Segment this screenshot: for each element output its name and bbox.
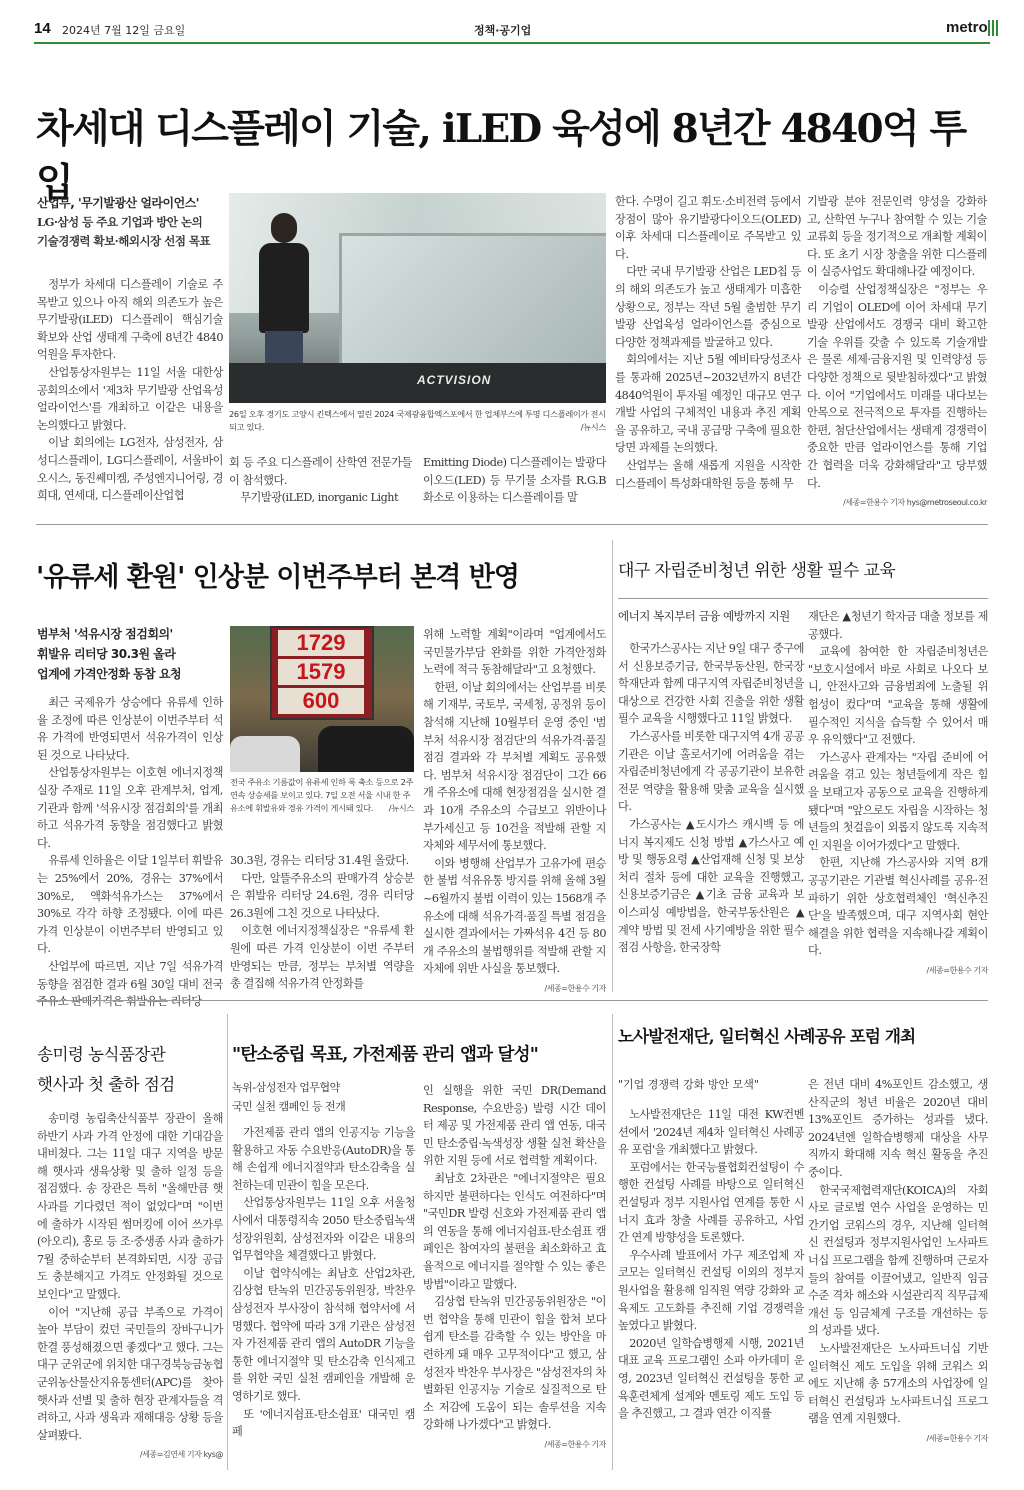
photo-caption: 전국 주유소 기름값이 유류세 인하 폭 축소 등으로 2주 연속 상승세를 보이고 있다. 7일 오전 서울 시내 한 주유소에 휘발유와 경유 가격이 게시돼 있다. /뉴시스 — [230, 777, 414, 813]
article2-col3 — [423, 626, 606, 997]
paragraph: 최남호 2차관은 "에너지절약은 필요하지만 불편하다는 인식도 여전하다"며 "국민DR 발령 신호와 가전제품 관리 앱의 연동을 통해 에너지쉼표-탄소쉼표 캠페인은 참여자의 불편을 최소화하고 효율적으로 에너지를 절약할 수 있는 좋은 방법"이라고 말했다. — [423, 1171, 606, 1291]
paragraph: 교육에 참여한 한 자립준비청년은 "보호시설에서 바로 사회로 나오다 보니, 안전사고와 금융범죄에 노출될 위험성이 컸다"며 "교육을 통해 생활에 필수적인 지식을 습득할 수 있어서 매우 유익했다"고 전했다. — [808, 645, 988, 747]
article1-col4 — [615, 193, 801, 492]
paragraph: 한다. 수명이 길고 휘도·소비전력 등에서 장점이 많아 유기발광다이오드(OLED) 이후 차세대 디스플레이로 주목받고 있다. — [615, 195, 801, 261]
carbon-neutral-headline: "탄소중립 목표, 가전제품 관리 앱과 달성" — [232, 1045, 539, 1065]
byline: /세종=한용수 기자 — [926, 1433, 988, 1443]
photo-credit: /뉴시스 — [580, 422, 606, 432]
paragraph: 산업부에 따르면, 지난 7일 석유가격 동향을 점검한 결과 6월 30일 대비 전국 주유소 판매가격은 휘발유는 리터당 — [37, 959, 223, 1009]
headline-line-2: 햇사과 첫 출하 점검 — [37, 1075, 175, 1094]
paragraph: 한국국제협력재단(KOICA)의 자회사로 글로벌 연수 사업을 운영하는 민간기업 코워스의 경우, 지난해 일터혁신 컨설팅과 정부지원사업인 노사파트너십 프로그램을 함께 진행하며 근로자들의 참여를 이끌어냈고, 일반직 임금 수준 격차 해소와 시설관리직 직무급제 개선 등 임금체계 구조를 개선하는 등의 성과를 냈다. — [808, 1183, 988, 1338]
labor-forum-headline: 노사발전재단, 일터혁신 사례공유 포럼 개최 — [618, 1027, 916, 1046]
article1-col1 — [37, 276, 223, 505]
subhead-3: 업계에 가격안정화 동참 요청 — [37, 667, 182, 681]
paragraph: 기발광 분야 전문인력 양성을 강화하고, 산학연 누구나 참여할 수 있는 기술교류회 등을 정기적으로 개최할 계획이다. 또 초기 시장 창출을 위한 디스플레이 실증사업도 확대해나갈 예정이다. — [807, 195, 987, 279]
paragraph: 다만, 알뜰주유소의 판매가격 상승분은 휘발유 리터당 24.6원, 경유 리터당 26.3원에 그친 것으로 나타났다. — [230, 871, 414, 920]
paragraph: 가스공사를 비롯한 대구지역 4개 공공기관은 이날 홀로서기에 어려움을 겪는 자립준비청년에게 각 공공기관이 보유한 전문 역량을 활용해 맞춤 교육을 실시했다. — [618, 729, 804, 814]
subhead-1: 범부처 '석유시장 점검회의' — [37, 627, 173, 641]
header-accent-rule — [34, 42, 990, 44]
headline-underline — [618, 598, 988, 599]
paragraph: 포럼에서는 한국능률협회컨설팅이 수행한 컨설팅 사례를 바탕으로 일터혁신 컨설팅과 정부 지원사업 연계를 통한 시너지 효과 창출 사례를 공유하고, 사업 간 연계 방향성을 토론했다. — [618, 1160, 804, 1245]
main-headline: 차세대 디스플레이 기술, iLED 육성에 8년간 4840억 투입 — [36, 106, 966, 206]
column-rule — [612, 1014, 613, 1470]
paragraph: 송미령 농림축산식품부 장관이 올해 하반기 사과 가격 안정에 대한 기대감을 내비쳤다. 그는 11일 대구 지역을 방문해 햇사과 생육상황 및 출하 일정 등을 점검했다. 송 장관은 특히 "올해만큼 햇사과를 기다렸던 적이 없었다"며 "이번에 출하가 시작된 썸머킹에 이어 쓰가루(아오리), 홍로 등 조·중생종 사과 출하가 7월 중하순부터 본격화되면, 시장 공급도 충분해지고 가격도 안정화될 것으로 보인다"고 말했다. — [37, 1112, 223, 1301]
display-photo — [229, 193, 606, 403]
byline: /세종=김연세 기자 kys@ — [139, 1450, 223, 1460]
photo-display-frame — [339, 233, 606, 369]
paragraph: 회 등 주요 디스플레이 산학연 전문가들이 참석했다. — [229, 456, 412, 487]
article4-body — [37, 1110, 223, 1464]
paragraph: 가전제품 관리 앱의 인공지능 기능을 활용하고 자동 수요반응(AutoDR)을 통해 손쉽게 에너지절약과 탄소감축을 실천하는데 민관이 힘을 모은다. — [232, 1126, 415, 1192]
article3-subhead: 에너지 복지부터 금융 예방까지 지원 — [618, 609, 790, 623]
paragraph: Emitting Diode) 디스플레이는 발광다이오드(LED) 등 무기물 소자를 R.G.B 화소로 이용하는 디스플레이를 말 — [423, 456, 606, 505]
paragraph: 산업통상자원부는 이호현 에너지정책실장 주재로 11일 오후 관계부처, 업계, 기관과 함께 '석유시장 점검회의'를 개최하고 석유가격 동향을 점검했다고 밝혔다. — [37, 766, 223, 850]
article6-col2 — [808, 1076, 988, 1447]
paragraph: 가스공사는 ▲도시가스 캐시백 등 에너지 복지제도 신청 방법 ▲가스사고 예방 및 행동요령 ▲산업재해 신청 및 보상 처리 절차 등에 대한 교육을 진행했고, 신용보증기금은 ▲기초 금융 교육과 보이스피싱 예방법을, 한국부동산원은 ▲계약 방법 및 전세 사기예방을 위한 필수점검 사항을, 한국장학 — [618, 817, 804, 955]
price-other: 600 — [278, 688, 364, 714]
gas-station-photo — [230, 626, 414, 772]
photo-brand-text: ACTVISION — [417, 373, 492, 387]
page-header — [34, 14, 990, 54]
column-rule — [227, 1014, 228, 1470]
article2-subheads — [37, 624, 223, 684]
paragraph: 김상협 탄녹위 민간공동위원장은 "이번 협약을 통해 민관이 힘을 합쳐 보다 쉽게 탄소를 감축할 수 있는 방안을 마련하게 돼 매우 고무적이다"고 했고, 삼성전자 박찬우 부사장은 "삼성전자의 차별화된 인공지능 기술로 실질적으로 탄소 저감에 도움이 되는 솔루션을 지속 강화해 나가겠다"고 밝혔다. — [423, 1295, 606, 1432]
subhead-1: 녹위-삼성전자 업무협약 — [232, 1081, 340, 1094]
parked-car — [318, 726, 414, 772]
paragraph: 이어 "지난해 공급 부족으로 가격이 높아 부담이 컸던 국민들의 장바구니가 한결 풍성해졌으면 좋겠다"고 했다. 그는 대구 군위군에 위치한 대구경북능금농협 군위농산물산지유통센터(APC)를 찾아 햇사과 선별 및 출하 현장 관계자들을 격려하고, 사과 생육과 재해대응 상황 등을 살펴봤다. — [37, 1305, 223, 1442]
section-divider — [36, 524, 988, 525]
paragraph: 노사발전재단은 11일 대전 KW컨벤션에서 '2024년 제4차 일터혁신 사례공유 포럼'을 개최했다고 밝혔다. — [618, 1108, 804, 1157]
column-rule — [612, 540, 613, 992]
byline: /세종=한용수 기자 — [926, 965, 988, 975]
paragraph: 이날 협약식에는 최남호 산업2차관, 김상협 탄녹위 민간공동위원장, 박찬우 삼성전자 부사장이 참석해 협약서에 서명했다. 협약에 따라 3개 기관은 삼성전자 가전제품 관리 앱의 AutoDR 기능을 통한 에너지절약 및 탄소감축 인식제고를 위한 국민 실천 캠페인을 개발해 운영하기로 했다. — [232, 1266, 415, 1403]
article2-col1 — [37, 694, 223, 1011]
price-gasoline: 1729 — [278, 630, 364, 656]
paragraph: 한국가스공사는 지난 9일 대구 중구에서 신용보증기금, 한국부동산원, 한국장학재단과 함께 대구지역 자립준비청년을 대상으로 건강한 사회 진출을 위한 생활 필수 교육을 시행했다고 11일 밝혔다. — [618, 642, 804, 726]
subhead-2: 국민 실천 캠페인 등 전개 — [232, 1100, 346, 1113]
paragraph: 우수사례 발표에서 가구 제조업체 자코모는 일터혁신 컨설팅 이외의 정부지원사업을 활용해 임직원 역량 강화와 교육제도 고도화를 추진해 기업 경쟁력을 높였다고 밝혔다. — [618, 1248, 804, 1333]
paragraph: 이호현 에너지정책실장은 "유류세 환원에 따른 가격 인상분이 이번 주부터 반영되는 만큼, 정부는 부처별 역량을 총 결집해 석유가격 안정화를 — [230, 924, 414, 991]
article1-col2 — [229, 454, 412, 507]
paragraph: 산업통상자원부는 11일 오후 서울청사에서 대통령직속 2050 탄소중립녹색성장위원회, 삼성전자와 이같은 내용의 업무협약을 체결했다고 밝혔다. — [232, 1196, 415, 1263]
paragraph: 인 실행을 위한 국민 DR(Demand Response, 수요반응) 발령 시간 데이터 제공 및 가전제품 관리 앱 연동, 대국민 탄소중립·녹색성장 생활 실천 확산을 위한 지원 등에 서로 협력할 계획이다. — [423, 1084, 606, 1168]
header-accent-dots — [988, 20, 998, 36]
paragraph: 가스공사 관계자는 "자립 준비에 어려움을 겪고 있는 청년들에게 작은 힘을 보태고자 공동으로 교육을 진행하게 됐다"며 "앞으로도 자립을 시작하는 청년들의 첫걸음이 외롭지 않도록 지속적인 지원을 이어가겠다"고 말했다. — [808, 750, 988, 852]
paragraph: 또 '에너지쉼표-탄소쉼표' 대국민 캠페 — [232, 1407, 415, 1439]
daegu-youth-headline: 대구 자립준비청년 위한 생활 필수 교육 — [618, 561, 896, 581]
price-diesel: 1579 — [278, 659, 364, 685]
paragraph: 최근 국제유가 상승에다 유류세 인하율 조정에 따른 인상분이 이번주부터 석유 가격에 반영되면서 석유가격이 인상된 것으로 나타났다. — [37, 696, 223, 762]
photo-credit: /뉴시스 — [388, 803, 414, 813]
paragraph: 재단은 ▲청년기 학자금 대출 정보를 제공했다. — [808, 610, 988, 641]
paragraph: 무기발광(iLED, inorganic Light — [240, 491, 399, 505]
fuel-tax-headline: '유류세 환원' 인상분 이번주부터 본격 반영 — [36, 562, 519, 593]
article5-col1 — [232, 1124, 415, 1441]
article1-col3 — [423, 454, 606, 507]
photo-caption: 26일 오후 경기도 고양시 킨텍스에서 열린 2024 국제광융합엑스포에서 한 업체부스에 투명 디스플레이가 전시되고 있다. /뉴시스 — [229, 409, 606, 432]
trash-bags — [230, 736, 300, 772]
paragraph: 산업부는 올해 새롭게 지원을 시작한 디스플레이 특성화대학원 등을 통해 무 — [615, 458, 801, 490]
byline: /세종=한용수 기자 hys@metroseoul.co.kr — [843, 498, 987, 508]
page-number: 14 — [34, 20, 51, 37]
subhead-2: 휘발유 리터당 30.3원 올라 — [37, 647, 176, 661]
paragraph: 이날 회의에는 LG전자, 삼성전자, 삼성디스플레이, LG디스플레이, 서울바이오시스, 동진쎄미켐, 주성엔지니어링, 경희대, 연세대, 디스플레이산업협 — [37, 436, 223, 503]
article5-col2 — [423, 1082, 606, 1453]
article2-col2 — [230, 852, 414, 993]
byline: /세종=한용수 기자 — [544, 983, 606, 993]
paragraph: 유류세 인하율은 이달 1일부터 휘발유는 25%에서 20%, 경유는 37%에서 30%로, 액화석유가스는 37%에서 30%로 각각 하향 조정됐다. 이에 따른 가격 인상분이 이번주부터 반영되고 있다. — [37, 854, 223, 956]
article1-col5 — [807, 193, 987, 512]
paragraph: 한편, 이날 회의에서는 산업부를 비롯해 기재부, 국토부, 국세청, 공정위 등이 참석해 지난해 10월부터 운영 중인 '범부처 석유시장 점검단'의 석유가격·품질 점검 결과와 각 부처별 계획도 공유했다. 범부처 석유시장 점검단이 그간 66개 주유소에 대해 현장점검을 실시한 결과 10개 주유소의 수급보고 위반이나 부가세신고 등 10건을 적발해 관할 지자체와 세무서에 통보했다. — [423, 680, 606, 853]
article1-subheads — [37, 193, 223, 251]
paragraph: 산업통상자원부는 11일 서울 대한상공회의소에서 '제3차 무기발광 산업육성 얼라이언스'를 개최하고 이같은 내용을 논의했다고 밝혔다. — [37, 365, 223, 432]
paragraph: 30.3원, 경유는 리터당 31.4원 올랐다. — [230, 854, 409, 867]
article3-col2 — [808, 608, 988, 979]
headline-line-1: 송미령 농식품장관 — [37, 1045, 166, 1064]
article6-subhead: "기업 경쟁력 강화 방안 모색" — [618, 1078, 759, 1091]
paragraph: 정부가 차세대 디스플레이 기술로 주목받고 있으나 아직 해외 의존도가 높은 무기발광(iLED) 디스플레이 핵심기술 확보와 산업 생태계 구축에 8년간 4840억원을 투자한다. — [37, 278, 223, 362]
issue-date: 2024년 7월 12일 금요일 — [62, 24, 186, 37]
paragraph: 위해 노력할 계획"이라며 "업계에서도 국민물가부담 완화를 위한 가격안정화 노력에 적극 동참해달라"고 요청했다. — [423, 628, 606, 677]
byline: /세종=한용수 기자 — [544, 1439, 606, 1449]
subhead-1: 산업부, '무기발광산 얼라이언스' — [37, 196, 199, 210]
apple-minister-headline — [37, 1040, 223, 1100]
section-divider — [36, 1000, 988, 1001]
price-sign — [270, 626, 374, 720]
section-label: 정책·공기업 — [474, 24, 532, 37]
article6-col1 — [618, 1106, 804, 1423]
paragraph: 이승렬 산업정책실장은 "정부는 우리 기업이 OLED에 이어 차세대 무기발광 산업에서도 경쟁국 대비 확고한 기술 우위를 갖출 수 있도록 기술개발은 물론 세제·금융지원 및 인력양성 등 다양한 정책으로 뒷받침하겠다"고 밝혔다. 이어 "기업에서도 미래를 내다보는 안목으로 전극적으로 투자를 진행하는 한편, 첨단산업에서는 생태계 경쟁력이 중요한 만큼 얼라이언스를 통해 기업 간 협력을 더욱 강화해달라"고 당부했다. — [807, 282, 987, 490]
article5-subheads — [232, 1078, 415, 1116]
paragraph: 이와 병행해 산업부가 고유가에 편승한 불법 석유유통 방지를 위해 올해 3월~6월까지 불법 이력이 있는 1568개 주유소에 대해 석유가격·품질 특별 점검을 실시한 결과에서는 가짜석유 4건 등 80개 주유소의 불법행위를 적발해 관할 지자체에 위반 사실을 통보했다. — [423, 856, 606, 976]
paragraph: 회의에서는 지난 5월 예비타당성조사를 통과해 2025년~2032년까지 8년간 4840억원이 투자될 예정인 대규모 연구개발 사업의 구체적인 내용과 추진 계획을 공유하고, 국내 공급망 구축에 필요한 당면 과제를 논의했다. — [615, 353, 801, 455]
subhead-3: 기술경쟁력 확보·해외시장 선점 목표 — [37, 234, 211, 248]
paragraph: 노사발전재단은 노사파트너십 기반 일터혁신 제도 도입을 위해 코워스 외에도 지난해 총 57개소의 사업장에 일터혁신 컨설팅과 노사파트너십 프로그램을 연계 지원했다. — [808, 1341, 988, 1426]
article3-col1 — [618, 640, 804, 957]
metro-logo: metro — [946, 19, 988, 36]
subhead-2: LG·삼성 등 주요 기업과 방안 논의 — [37, 215, 203, 229]
paragraph: 다만 국내 무기발광 산업은 LED칩 등의 해외 의존도가 높고 생태계가 미흡한 상황으로, 정부는 작년 5월 출범한 무기발광 산업육성 얼라이언스를 중심으로 다양한 정책과제를 발굴하고 있다. — [615, 265, 801, 349]
paragraph: 2020년 일학습병행제 시행, 2021년 대표 교육 프로그램인 소파 아카데미 운영, 2023년 일터혁신 컨설팅을 통한 교육훈련체계 설계와 멘토링 제도 도입 등을 추진했고, 그 결과 연간 이직률 — [618, 1336, 804, 1421]
paragraph: 한편, 지난해 가스공사와 지역 8개 공공기관은 기관별 혁신사례를 공유·전파하기 위한 상호협력체인 '혁신추진단'을 발족했으며, 대구 지역사회 현안 해결을 위한 협력을 지속해나갈 계획이다. — [808, 856, 988, 958]
paragraph: 은 전년 대비 4%포인트 감소했고, 생산직군의 청년 비율은 2020년 대비 13%포인트 증가하는 성과를 냈다. 2024년엔 일학습병행제 대상을 사무직까지 확대해 지속 혁신 활동을 추진중이다. — [808, 1078, 988, 1179]
